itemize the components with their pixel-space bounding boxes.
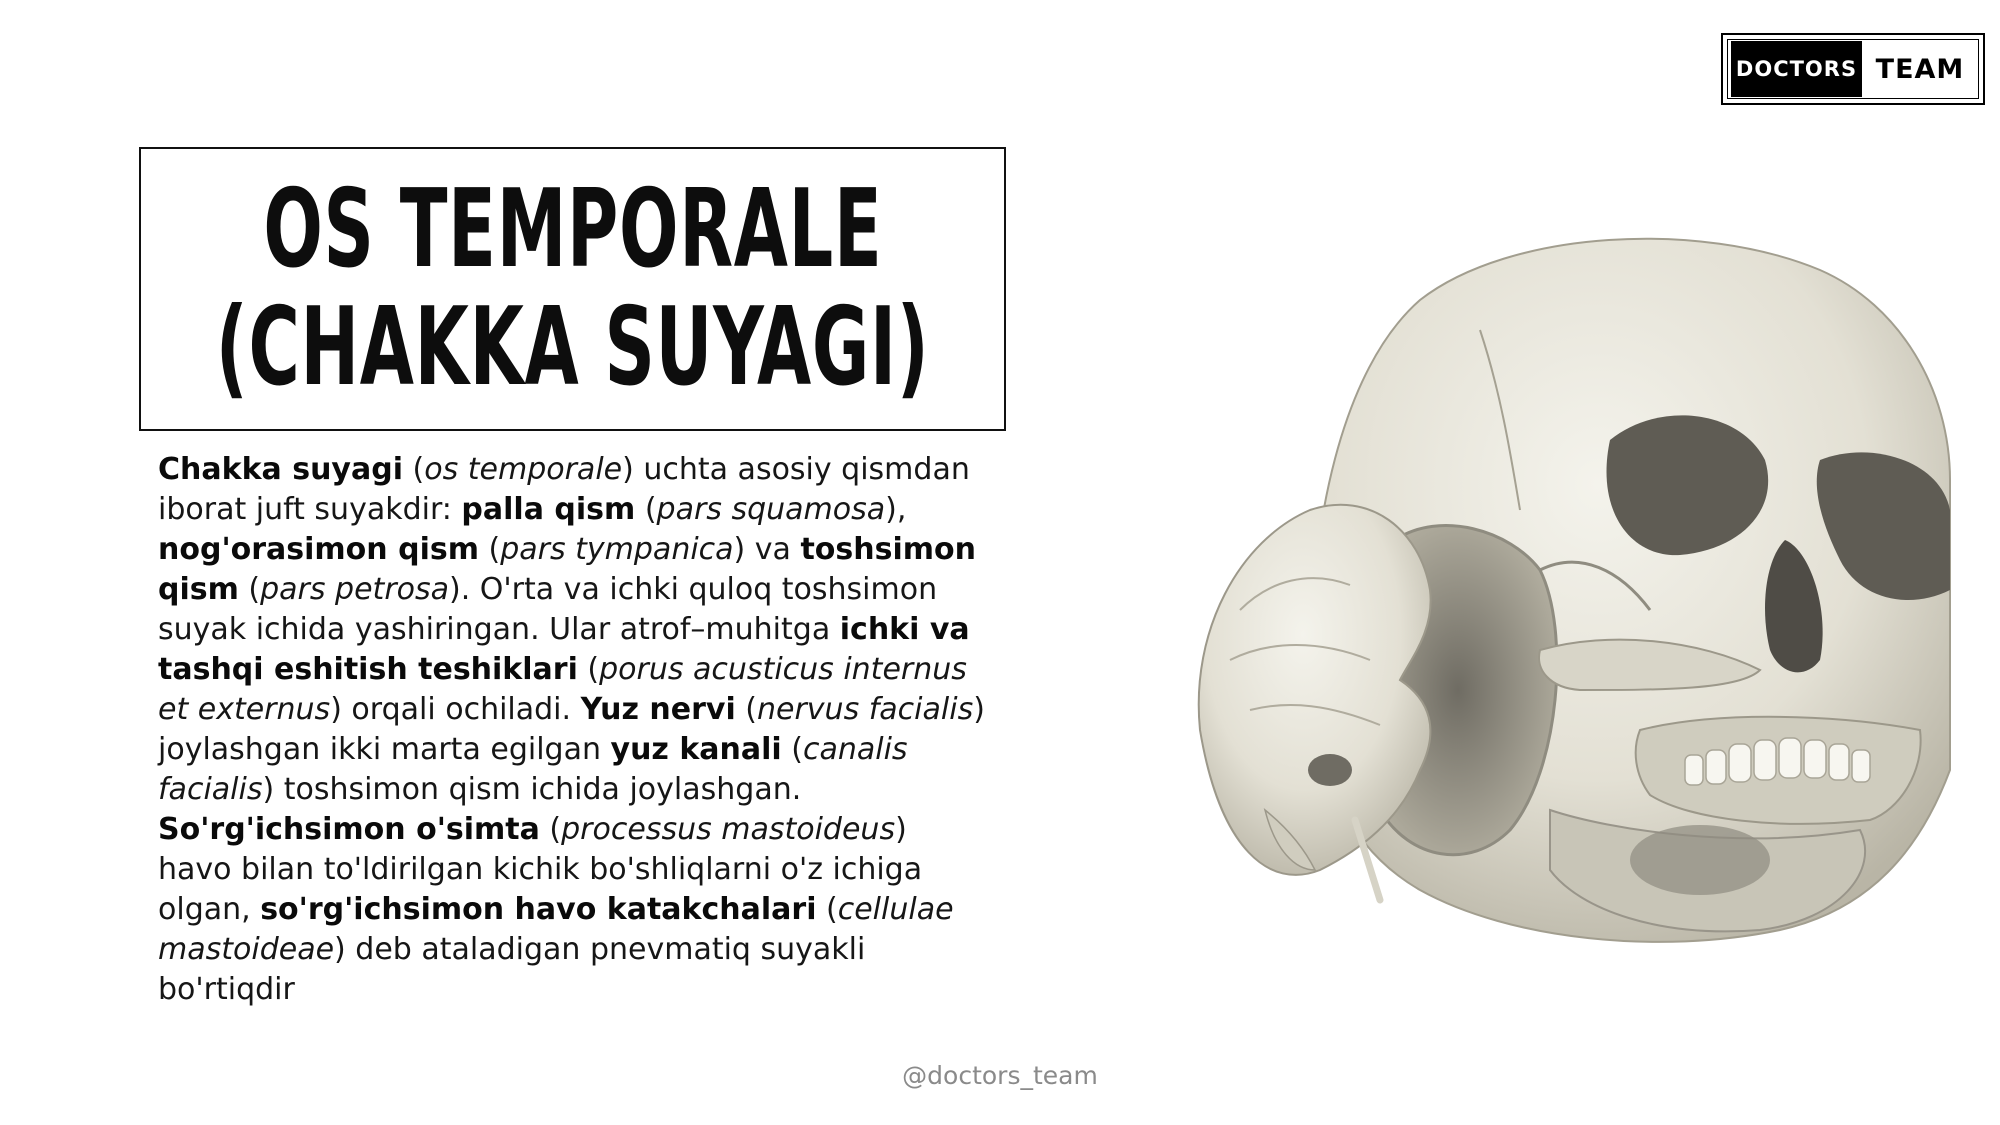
text-run: ( [539,812,562,847]
text-run: ( [781,732,803,767]
latin-term: processus mastoideus [561,812,896,847]
latin-term: pars tympanica [500,532,734,567]
doctors-team-logo [1721,33,1985,105]
text-run: ) uchta asosiy qismdan iborat juft suyakdir: [158,452,970,527]
text-run: ) va [733,532,801,567]
skull-illustration [1180,210,1960,950]
bold-term: ichki va tashqi eshitish teshiklari [158,612,970,687]
text-run: ( [635,492,657,527]
text-run: ( [238,572,261,607]
external-acoustic-meatus [1308,754,1352,786]
text-run: ( [577,652,600,687]
maxilla [1636,717,1921,824]
description-paragraph [158,450,988,1010]
text-run: ) toshsimon qism ichida joylashgan. [262,772,802,807]
latin-term: pars squamosa [656,492,886,527]
latin-term: os temporale [424,452,623,487]
logo-frame [1727,39,1979,99]
title-line-2: (CHAKKA SUYAGI) [215,285,930,410]
text-run: ( [816,892,838,927]
text-run: ) havo bilan to'ldirilgan kichik bo'shliqlarni o'z ichiga olgan, [158,812,923,927]
mandible-shadow [1630,825,1770,895]
text-run: ( [402,452,425,487]
logo-doctors-word: DOCTORS [1731,41,1862,97]
title-box [139,147,1006,431]
bold-term: toshsimon qism [158,532,977,607]
text-run: ). O'rta va ichki quloq toshsimon suyak ichida yashiringan. Ular atrof–muhitga [158,572,938,647]
latin-term: nervus facialis [757,692,974,727]
text-run: ( [735,692,757,727]
bold-term: yuz kanali [610,732,782,767]
watermark: @doctors_team [902,1061,1098,1090]
text-run: ) joylashgan ikki marta egilgan [158,692,985,767]
logo-team-word: TEAM [1875,53,1965,85]
text-run: ( [478,532,501,567]
text-run: ) orqali ochiladi. [330,692,581,727]
latin-term: porus acusticus internus et externus [158,652,967,727]
bold-term: palla qism [461,492,636,527]
latin-term: canalis facialis [158,732,908,807]
bold-term: so'rg'ichsimon havo katakchalari [260,892,817,927]
bold-term: nog'orasimon qism [158,532,479,567]
latin-term: cellulae mastoideae [158,892,954,967]
bold-term: Chakka suyagi [158,452,403,487]
latin-term: pars petrosa [260,572,450,607]
text-run: ), [885,492,907,527]
title-line-1: OS TEMPORALE [262,167,883,292]
bold-term: Yuz nervi [580,692,736,727]
bold-term: So'rg'ichsimon o'simta [158,812,540,847]
text-run: ) deb ataladigan pnevmatiq suyakli bo'rtiqdir [158,932,866,1007]
